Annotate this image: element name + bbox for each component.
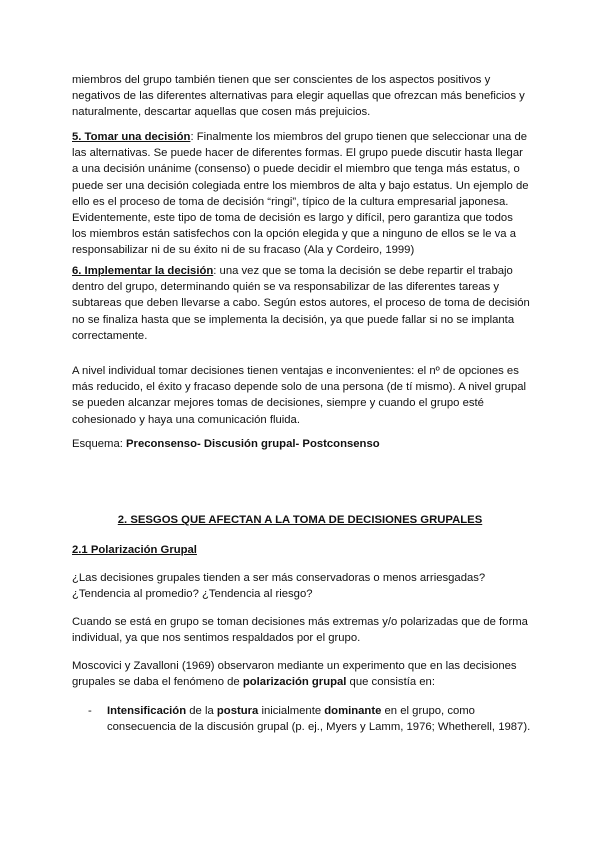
bullet-bold-3: dominante [324,705,382,717]
moscovici-after: que consistía en: [346,676,435,689]
questions-paragraph: ¿Las decisiones grupales tienden a ser más conservadoras o menos arriesgadas? ¿Tendencia al promedio? ¿Tendencia al riesgo? [72,572,486,601]
bullet-text [107,703,535,735]
subsection-title: 2.1 Polarización Grupal [72,544,197,556]
esquema-line [72,436,530,452]
intro-paragraph: miembros del grupo también tienen que ser conscientes de los aspectos positivos y negativos de las diferentes alternativas para elegir aquellas que ofrezcan más beneficios y naturalmente, descartar aquellas que cosen más prejuicios. [72,74,525,119]
step-6-title: 6. Implementar la decisión [72,265,214,277]
step-5-body: Finalmente los miembros del grupo tienen que seleccionar una de las alternativas. Se puede hacer de diferentes formas. El grupo puede discutir hasta llegar a una decisión unánime (consenso) o puede decidir el miembro que tenga más estatus, o puede ser una decisión colegiada entre los miembros de alta y bajo estatus. Un ejemplo de ello es el proceso de toma de decisión “ringi”, típico de la cultura empresarial japonesa. Evidentemente, este tipo de toma de decisión es largo y difícil, pero garantiza que todos los miembros están satisfechos con la opción elegida y que a ninguno de ellos se le va a responsabilizar ni de su éxito ni de su fracaso (Ala y Cordeiro, 1999) [72,131,529,257]
group-paragraph: Cuando se está en grupo se toman decisiones más extremas y/o polarizadas que de forma individual, ya que nos sentimos respaldados por el grupo. [72,616,528,645]
step-5-title: 5. Tomar una decisión [72,131,191,143]
esquema-value: Preconsenso- Discusión grupal- Postconsenso [126,438,380,450]
step-6-body: una vez que se toma la decisión se debe repartir el trabajo dentro del grupo, determinando quién se va responsabilizar de las diferentes tareas y subtareas que deben llevarse a cabo. Según estos autores, el proceso de toma de decisión no se finaliza hasta que se implementa la decisión, ya que puede fallar si no se implanta correctamente. [72,265,530,342]
moscovici-before: Moscovici y Zavalloni (1969) observaron mediante un experimento que en las decisiones grupales se daba el fenómeno de [72,660,517,689]
step-6-paragraph [72,263,530,344]
moscovici-paragraph [72,658,530,690]
step-5-separator: : [190,131,197,143]
esquema-label: Esquema: [72,438,127,450]
individual-paragraph: A nivel individual tomar decisiones tienen ventajas e inconvenientes: el nº de opciones es más reducido, el éxito y fracaso depende solo de una persona (de tí mismo). A nivel grupal se pueden alcanzar mejores tomas de decisiones, siempre y cuando el grupo esté cohesionado y haya una comunicación fluida. [72,365,527,426]
step-5-paragraph [72,129,530,259]
bullet-dash: - [88,705,92,717]
bullet-bold-1: Intensificación [107,705,187,717]
step-6-separator: : [213,265,220,277]
bullet-bold-2: postura [216,705,259,717]
bullet-text-3: en el grupo, como consecuencia de la discusión grupal (p. ej., Myers y Lamm, 1976; Whetherell, 1987). [107,705,531,734]
bullet-text-1: de la [186,705,217,717]
moscovici-bold: polarización grupal [242,676,347,689]
section-title: 2. SESGOS QUE AFECTAN A LA TOMA DE DECISIONES GRUPALES [117,514,483,526]
bullet-text-2: inicialmente [258,705,325,717]
